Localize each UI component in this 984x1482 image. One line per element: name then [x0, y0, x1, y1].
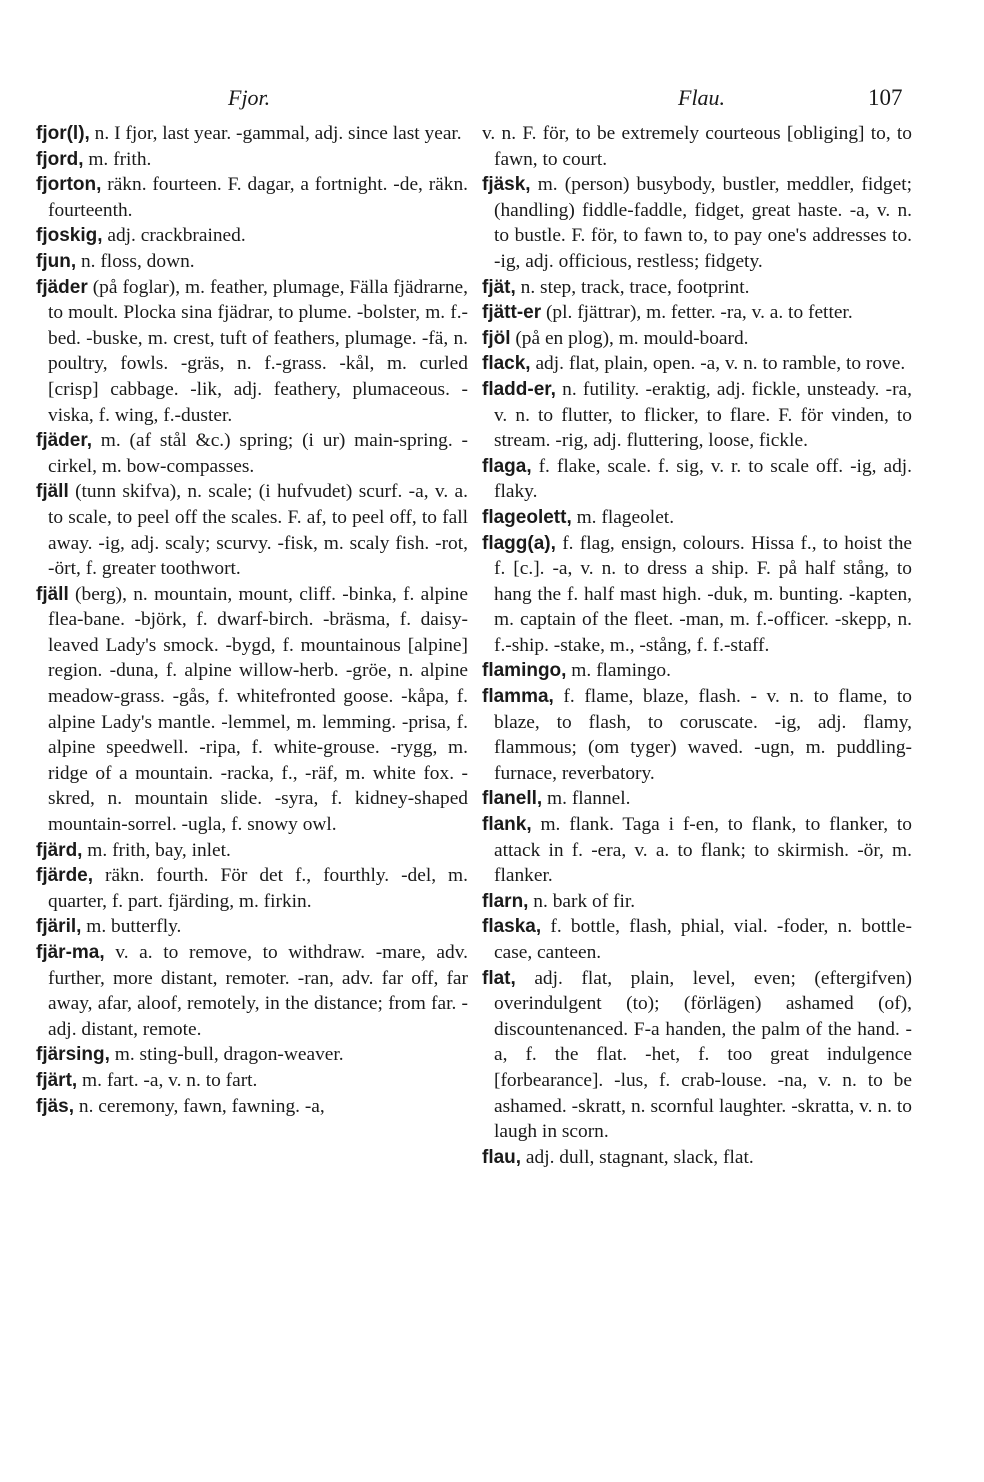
entry-definition: (på foglar), m. feather, plumage, Fälla fjädrarne, to moult. Plocka sina fjädrar, to plume. -bolster, m. f.-bed. -buske, m. crest, tuft of feathers, plumage. -fä, n. poultry, fowls. -gräs, n. f.-grass. -kål, m. curled [crisp] cabbage. -lik, adj. feathery, plumaceous. -viska, f. wing, f.-duster.: [48, 276, 468, 426]
dictionary-entry: [482, 454, 912, 505]
entry-headword: flarn,: [482, 890, 529, 912]
right-guide-word: Flau.: [678, 85, 726, 110]
entry-headword: fjärsing,: [36, 1044, 110, 1066]
entry-headword: fjärt,: [36, 1069, 78, 1091]
entry-headword: fladd-er,: [482, 378, 556, 400]
page-header: [0, 85, 984, 115]
dictionary-entry: [36, 121, 468, 147]
entry-headword: fjär-ma,: [36, 942, 105, 963]
entry-headword: fjärd,: [36, 839, 83, 861]
dictionary-entry: [482, 786, 912, 812]
dictionary-entry: [482, 172, 912, 274]
entry-definition: (pl. fjättrar), m. fetter. -ra, v. a. to fetter.: [541, 302, 853, 324]
entry-definition: n. bark of fir.: [528, 890, 636, 912]
dictionary-entry: [482, 658, 912, 684]
entry-headword: flamingo,: [482, 660, 567, 682]
entry-headword: fjätt-er: [482, 302, 542, 324]
dictionary-entry: [36, 1094, 468, 1120]
entry-definition: m. frith, bay, inlet.: [82, 839, 231, 861]
dictionary-entry: [482, 505, 912, 531]
entry-headword: fjäsk,: [482, 174, 531, 196]
entry-headword: flat,: [482, 967, 516, 989]
entry-definition: n. I fjor, last year. -gammal, adj. since last year.: [89, 123, 462, 144]
entry-definition: räkn. fourth. För det f., fourthly. -del, m. quarter, f. part. fjärding, m. firkin.: [48, 865, 468, 912]
dictionary-entry: [36, 275, 468, 429]
dictionary-entry: [482, 914, 912, 965]
entry-definition: f. bottle, flash, phial, vial. -foder, n. bottle-case, canteen.: [494, 916, 912, 963]
dictionary-entry: [482, 300, 912, 326]
dictionary-entry: [36, 479, 468, 581]
entry-headword: fjärde,: [36, 865, 94, 887]
dictionary-entry: [482, 121, 912, 172]
dictionary-entry: [482, 531, 912, 659]
left-guide-word: Fjor.: [228, 85, 271, 110]
entry-headword: fjät,: [482, 276, 516, 298]
entry-headword: flaga,: [482, 455, 532, 477]
entry-headword: flamma,: [482, 686, 554, 708]
entry-definition: m. (person) busybody, bustler, meddler, fidget; (handling) fiddle-faddle, fidget, great haste. -a, v. n. to bustle. F. för, to fawn to, to pay one's addresses to. -ig, adj. officious, restless; fidgety.: [494, 174, 912, 272]
dictionary-entry: [36, 147, 468, 173]
entry-headword: flagg(a),: [482, 532, 556, 554]
entry-definition: räkn. fourteen. F. dagar, a fortnight. -de, räkn. fourteenth.: [48, 174, 468, 221]
entry-definition: adj. dull, stagnant, slack, flat.: [521, 1146, 754, 1168]
entry-definition: n. floss, down.: [76, 250, 195, 272]
dictionary-entry: [36, 223, 468, 249]
entry-definition: m. flannel.: [542, 788, 631, 810]
entry-definition: (tunn skifva), n. scale; (i hufvudet) scurf. -a, v. a. to scale, to peel off the scales. F. af, to peel off, to fall away. -ig, adj. scaly; scurvy. -fisk, m. scaly fish. -rot, -ört, f. greater toothwort.: [48, 481, 468, 580]
entry-headword: fjäder,: [36, 430, 92, 452]
entry-headword: flau,: [482, 1146, 522, 1168]
dictionary-entry: [36, 940, 468, 1042]
dictionary-entry: [36, 582, 468, 838]
entry-definition: f. flame, blaze, flash. - v. n. to flame, to blaze, to flash, to coruscate. -ig, adj. flamy, flammous; (om tyger) waved. -ugn, m. puddling-furnace, reverbatory.: [494, 686, 912, 784]
dictionary-entry: [36, 838, 468, 864]
entry-definition: m. fart. -a, v. n. to fart.: [77, 1069, 258, 1091]
entry-definition: adj. crackbrained.: [102, 225, 246, 247]
entry-definition: m. (af stål &c.) spring; (i ur) main-spring. -cirkel, m. bow-compasses.: [48, 430, 468, 477]
entry-headword: fjäril,: [36, 916, 82, 938]
right-column: [482, 121, 912, 1170]
dictionary-entry: [36, 1068, 468, 1094]
entry-definition: v. n. F. för, to be extremely courteous [obliging] to, to fawn, to court.: [482, 123, 912, 170]
dictionary-entry: [36, 428, 468, 479]
dictionary-entry: [36, 1042, 468, 1068]
dictionary-entry: [482, 889, 912, 915]
entry-definition: (på en plog), m. mould-board.: [510, 327, 749, 349]
entry-definition: m. butterfly.: [81, 916, 182, 938]
entry-definition: n. futility. -eraktig, adj. fickle, unsteady. -ra, v. n. to flutter, to flicker, to flare. F. för vinden, to stream. -rig, adj. fluttering, loose, fickle.: [494, 378, 912, 452]
entry-headword: fjäll: [36, 481, 69, 503]
dictionary-entry: [482, 377, 912, 454]
entry-definition: m. sting-bull, dragon-weaver.: [109, 1044, 344, 1066]
entry-headword: fjöl: [482, 327, 511, 349]
page-number: 107: [868, 85, 903, 110]
entry-definition: n. ceremony, fawn, fawning. -a,: [74, 1095, 325, 1117]
entry-definition: m. flamingo.: [566, 660, 671, 682]
dictionary-entry: [36, 914, 468, 940]
entry-definition: f. flake, scale. f. sig, v. r. to scale off. -ig, adj. flaky.: [494, 455, 912, 503]
entry-headword: fjun,: [36, 250, 77, 272]
entry-headword: fjorton,: [36, 174, 102, 196]
entry-definition: n. step, track, trace, footprint.: [515, 276, 750, 298]
entry-definition: m. flageolet.: [571, 506, 675, 528]
entry-definition: adj. flat, plain, level, even; (eftergifven) overindulgent (to); (förlägen) ashamed (of), discountenanced. F-a handen, the palm of the hand. -a, f. the flat. -het, f. too great indulgence [forbearance]. -lus, f. crab-louse. -na, v. n. to be ashamed. -skratt, n. scornful laughter. -skratta, v. n. to laugh in scorn.: [494, 967, 912, 1143]
dictionary-entry: [482, 812, 912, 889]
entry-headword: fjäder: [36, 276, 88, 298]
left-column: [36, 121, 468, 1119]
entry-headword: fjäs,: [36, 1095, 75, 1117]
entry-headword: fjäll: [36, 583, 69, 605]
dictionary-entry: [482, 966, 912, 1145]
entry-headword: fjor(l),: [36, 123, 90, 144]
entry-headword: fjoskig,: [36, 225, 103, 247]
dictionary-entry: [482, 684, 912, 786]
dictionary-entry: [36, 249, 468, 275]
entry-headword: flageolett,: [482, 506, 572, 528]
dictionary-entry: [36, 172, 468, 223]
entry-definition: adj. flat, plain, open. -a, v. n. to ramble, to rove.: [530, 353, 906, 375]
dictionary-entry: [482, 351, 912, 377]
dictionary-entry: [482, 1145, 912, 1171]
entry-definition: m. flank. Taga i f-en, to flank, to flanker, to attack in f. -era, v. a. to flank; to skirmish. -ör, m. flanker.: [494, 814, 912, 887]
entry-definition: m. frith.: [83, 148, 152, 170]
entry-definition: f. flag, ensign, colours. Hissa f., to hoist the f. [c.]. -a, v. n. to dress a ship. F. på half stång, to hang the f. half mast high. -duk, m. bunting. -kapten, m. captain of the fleet. -man, m. f.-officer. -skepp, n. f.-ship. -stake, m., -stång, f. f.-staff.: [494, 532, 912, 656]
entry-headword: flaska,: [482, 916, 542, 938]
entry-headword: flanell,: [482, 788, 543, 810]
dictionary-entry: [36, 863, 468, 914]
entry-headword: flack,: [482, 353, 531, 375]
entry-headword: fjord,: [36, 148, 84, 170]
entry-headword: flank,: [482, 814, 532, 836]
entry-definition: v. a. to remove, to withdraw. -mare, adv. further, more distant, remoter. -ran, adv. far off, far away, afar, aloof, remotely, in the distance; from far. - adj. distant, remote.: [48, 942, 468, 1040]
dictionary-entry: [482, 275, 912, 301]
dictionary-entry: [482, 326, 912, 352]
entry-definition: (berg), n. mountain, mount, cliff. -binka, f. alpine flea-bane. -björk, f. dwarf-birch. -bräsma, f. daisy-leaved Lady's smock. -bygd, f. mountainous [alpine] region. -duna, f. alpine willow-herb. -gröe, n. alpine meadow-grass. -gås, f. whitefronted goose. -kåpa, f. alpine Lady's mantle. -lemmel, m. lemming. -prisa, f. alpine speedwell. -ripa, f. white-grouse. -rygg, m. ridge of a mountain. -racka, f., -räf, m. white fox. -skred, n. mountain slide. -syra, f. kidney-shaped mountain-sorrel. -ugla, f. snowy owl.: [48, 583, 468, 836]
